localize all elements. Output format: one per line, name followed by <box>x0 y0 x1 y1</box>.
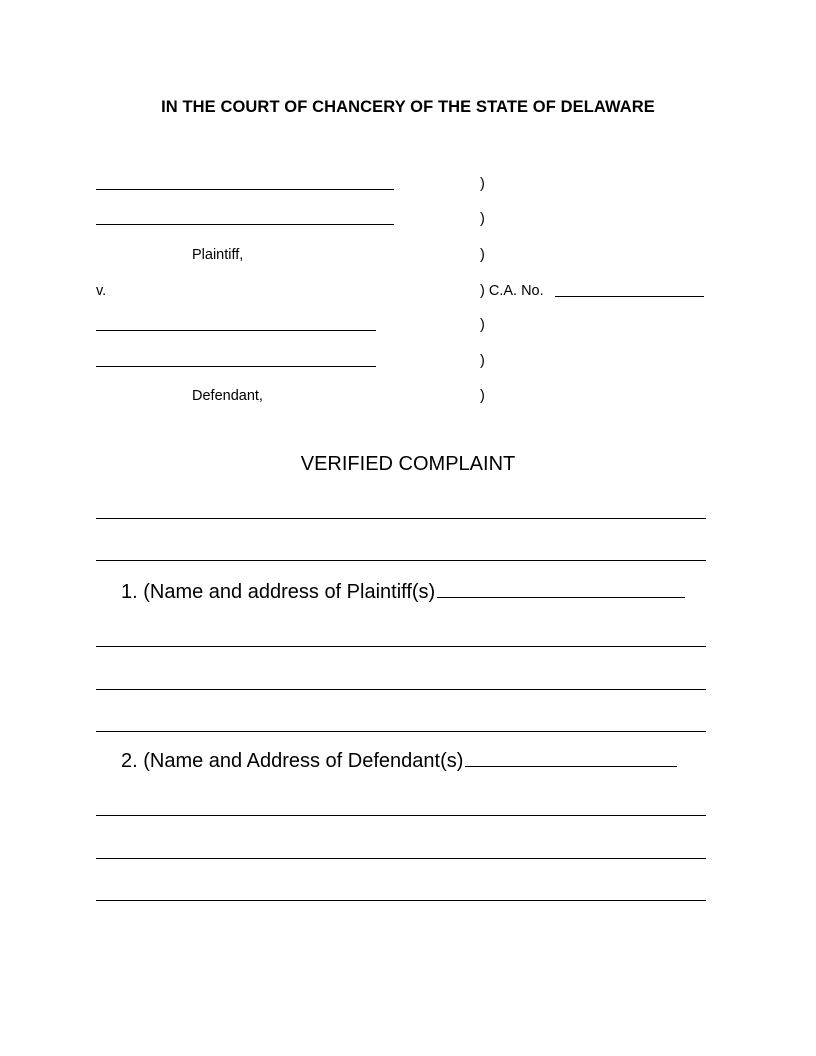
defendant-name-line-2[interactable] <box>96 366 376 367</box>
plaintiff-name-line-2[interactable] <box>96 224 394 225</box>
caption-paren: ) <box>480 353 485 369</box>
caption-paren: ) <box>480 247 485 263</box>
plaintiff-label: Plaintiff, <box>192 247 244 263</box>
caption-paren: ) <box>480 176 485 192</box>
caption-row <box>0 388 816 410</box>
court-title: IN THE COURT OF CHANCERY OF THE STATE OF DELAWARE <box>161 98 655 116</box>
blank-line[interactable] <box>96 689 706 690</box>
ca-number-line[interactable] <box>555 296 704 297</box>
blank-line[interactable] <box>96 900 706 901</box>
plaintiff-name-line-1[interactable] <box>96 189 394 190</box>
blank-line[interactable] <box>96 518 706 519</box>
plaintiff-address-label: 1. (Name and address of Plaintiff(s) <box>121 581 436 603</box>
caption-paren: ) <box>480 317 485 333</box>
caption-row <box>0 247 816 269</box>
caption-paren: ) <box>480 388 485 404</box>
blank-line[interactable] <box>96 858 706 859</box>
defendant-name-line-1[interactable] <box>96 330 376 331</box>
caption-row <box>0 317 816 339</box>
caption-row <box>0 211 816 233</box>
defendant-address-item <box>121 750 677 773</box>
caption-row <box>0 176 816 198</box>
defendant-label: Defendant, <box>192 388 263 404</box>
plaintiff-address-item <box>121 581 685 604</box>
ca-no-label: ) C.A. No. <box>480 283 544 299</box>
caption-row <box>0 353 816 375</box>
blank-line[interactable] <box>96 646 706 647</box>
defendant-address-line[interactable] <box>465 766 677 767</box>
blank-line[interactable] <box>96 731 706 732</box>
caption-paren: ) <box>480 211 485 227</box>
blank-line[interactable] <box>96 560 706 561</box>
blank-line[interactable] <box>96 815 706 816</box>
plaintiff-address-line[interactable] <box>437 597 685 598</box>
complaint-title: VERIFIED COMPLAINT <box>300 453 516 475</box>
versus-label: v. <box>96 283 107 299</box>
caption-row <box>0 283 816 305</box>
defendant-address-label: 2. (Name and Address of Defendant(s) <box>121 750 464 772</box>
